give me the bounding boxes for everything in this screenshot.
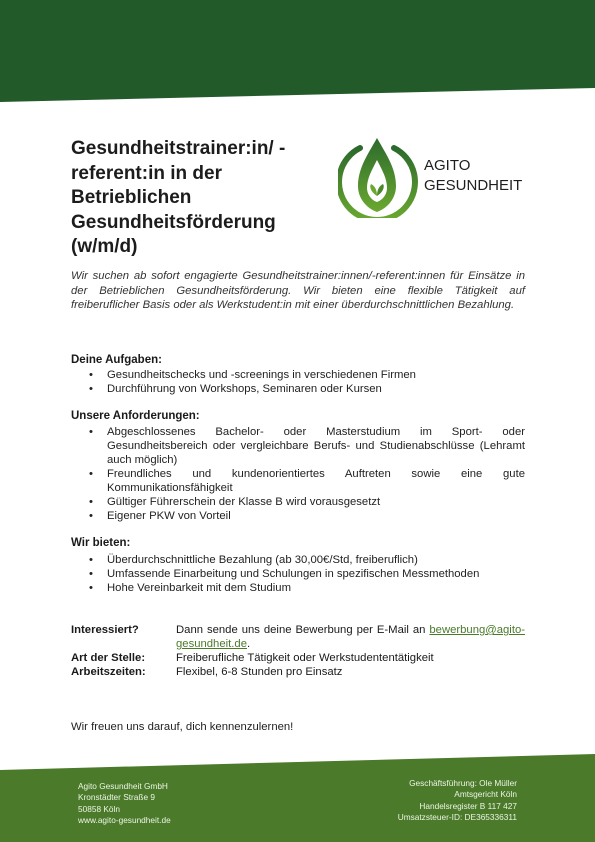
header-band: [0, 0, 595, 102]
intro-text: Wir suchen ab sofort engagierte Gesundheitstrainer:innen/-referent:innen für Einsätze in der Betrieblichen Gesundheitsförderung. Wir bieten eine flexible Tätigkeit auf freiberuflicher Basis oder als Werkstudent:in mit einer überdurchschnittlichen Bezahlung.: [71, 270, 525, 311]
hours-label: Arbeitszeiten:: [71, 666, 146, 678]
bullet-icon: •: [89, 568, 93, 580]
bullet-icon: •: [89, 383, 93, 395]
job-type-value: Freiberufliche Tätigkeit oder Werkstudententätigkeit: [176, 652, 434, 664]
tasks-list: [71, 368, 525, 396]
footer-company-name: Agito Gesundheit GmbH: [78, 781, 168, 791]
offer-heading: Wir bieten:: [71, 537, 131, 549]
footer-ceo: Geschäftsführung: Ole Müller: [409, 778, 517, 788]
bullet-icon: •: [89, 496, 93, 508]
list-item: • Eigener PKW von Vorteil: [89, 510, 231, 522]
email-link[interactable]: bewerbung@agito-gesundheit.de: [176, 624, 526, 650]
bullet-icon: •: [89, 468, 93, 480]
interest-label: Interessiert?: [71, 624, 139, 636]
footer-court: Amtsgericht Köln: [454, 789, 517, 800]
hours-row: [71, 665, 525, 679]
job-type-label: Art der Stelle:: [71, 652, 146, 664]
footer-legal-info: [398, 778, 517, 824]
footer-register: Handelsregister B 117 427: [419, 800, 517, 811]
list-item: • Umfassende Einarbeitung und Schulungen in spezifischen Messmethoden: [89, 568, 480, 580]
bullet-icon: •: [89, 510, 93, 522]
list-item: • Überdurchschnittliche Bezahlung (ab 30,00€/Std, freiberuflich): [89, 554, 418, 566]
logo-line1: AGITO: [424, 157, 471, 174]
bullet-icon: •: [89, 582, 93, 594]
list-item: • Gültiger Führerschein der Klasse B wird vorausgesetzt: [89, 496, 381, 508]
list-item: • Abgeschlossenes Bachelor- oder Masterstudium im Sport- oder Gesundheitsbereich oder vergleichbare Berufs- und Studienabschlüsse (Lehramt auch möglich): [89, 426, 525, 466]
list-item: • Freundliches und kundenorientiertes Auftreten sowie eine gute Kommunikationsfähigkeit: [89, 468, 525, 494]
requirements-list: [71, 425, 525, 523]
bullet-icon: •: [89, 369, 93, 381]
bullet-icon: •: [89, 426, 93, 438]
list-item: • Durchführung von Workshops, Seminaren oder Kursen: [89, 383, 382, 395]
interest-row: [71, 623, 525, 653]
logo-line2: GESUNDHEIT: [424, 177, 523, 194]
offer-list: [71, 553, 525, 595]
agito-leaf-icon: [338, 136, 538, 218]
list-item: • Hohe Vereinbarkeit mit dem Studium: [89, 582, 291, 594]
footer-street: Kronstädter Straße 9: [78, 792, 156, 803]
bullet-icon: •: [89, 554, 93, 566]
footer-vat: Umsatzsteuer-ID: DE365336311: [397, 812, 517, 823]
interest-value: Dann sende uns deine Bewerbung per E-Mail an bewerbung@agito-gesundheit.de.: [176, 624, 526, 650]
hours-value: Flexibel, 6-8 Stunden pro Einsatz: [176, 666, 343, 678]
list-item: • Gesundheitschecks und -screenings in verschiedenen Firmen: [89, 369, 416, 381]
job-title: Gesundheitstrainer:in/ -referent:in in der Betrieblichen Gesundheitsförderung (w/m/d): [71, 138, 286, 257]
closing-text: Wir freuen uns darauf, dich kennenzulernen!: [71, 721, 294, 733]
requirements-heading: Unsere Anforderungen:: [71, 410, 200, 422]
footer-website[interactable]: www.agito-gesundheit.de: [78, 815, 171, 826]
footer-city: 50858 Köln: [78, 803, 120, 814]
job-type-row: [71, 651, 525, 665]
footer-company-info: [78, 781, 171, 827]
company-logo: [338, 136, 538, 218]
tasks-heading: Deine Aufgaben:: [71, 354, 162, 366]
